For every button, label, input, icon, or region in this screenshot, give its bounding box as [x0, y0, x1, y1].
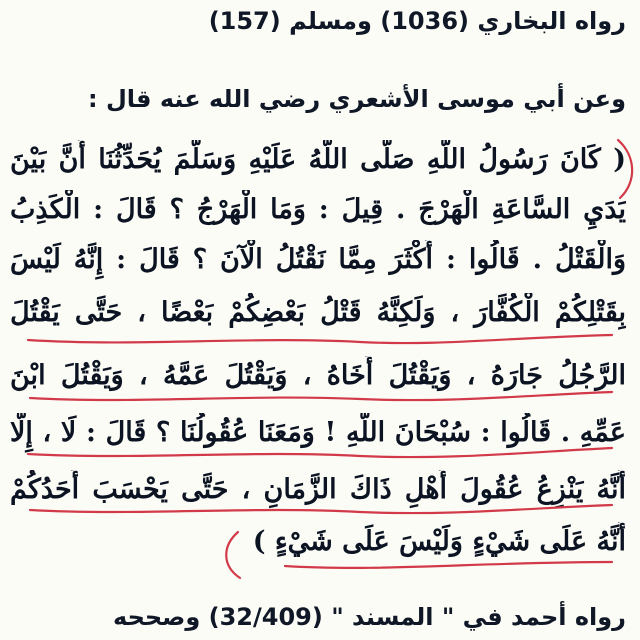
hadith-text-line-4: بِقَتْلِكُمْ الْكُفَّارَ ، وَلَكِنَّهُ قَتْلُ بَعْضِكُمْ بَعْضًا ، حَتَّى يَقْتُلَ	[10, 297, 626, 328]
source-reference-line: رواه أحمد في " المسند " (32/409) وصححه	[113, 603, 626, 631]
narration-intro-line: وعن أبي موسى الأشعري رضي الله عنه قال :	[87, 85, 626, 113]
hadith-reference-line: رواه البخاري (1036) ومسلم (157)	[208, 7, 626, 35]
underline-line-4	[28, 335, 612, 343]
hadith-text-line-1: ( كَانَ رَسُولُ اللَّهِ صَلَّى اللَّهُ عَلَيْهِ وَسَلَّمَ يُحَدِّثُنَا أَنَّ بَيْنَ	[10, 144, 626, 175]
hadith-text-line-6: عَمِّهِ . قَالُوا : سُبْحَانَ اللَّهِ ! وَمَعَنَا عُقُولُنَا ؟ قَالَ : لَا ، إِلَّا	[10, 417, 626, 448]
hadith-text-line-8: أَنَّهُ عَلَى شَيْءٍ وَلَيْسَ عَلَى شَيْءٍ )	[252, 526, 626, 557]
underline-line-8	[285, 562, 612, 568]
hadith-text-line-5: الرَّجُلُ جَارَهُ ، وَيَقْتُلَ أَخَاهُ ، وَيَقْتُلَ عَمَّهُ ، وَيَقْتُلَ ابْنَ	[10, 360, 626, 391]
hadith-text-line-3: وَالْقَتْلُ . قَالُوا : أَكْثَرَ مِمَّا نَقْتُلُ الْآنَ ؟ قَالَ : إِنَّهُ لَيْسَ	[10, 244, 626, 275]
hadith-text-line-7: أَنَّهُ يَنْزِعُ عُقُولَ أَهْلِ ذَاكَ الزَّمَانِ ، حَتَّى يَحْسَبَ أَحَدُكُمْ	[10, 474, 626, 505]
hadith-text-line-2: يَدَيِ السَّاعَةِ الْهَرْجَ . قِيلَ : وَمَا الْهَرْجُ ؟ قَالَ : الْكَذِبُ	[10, 194, 626, 225]
